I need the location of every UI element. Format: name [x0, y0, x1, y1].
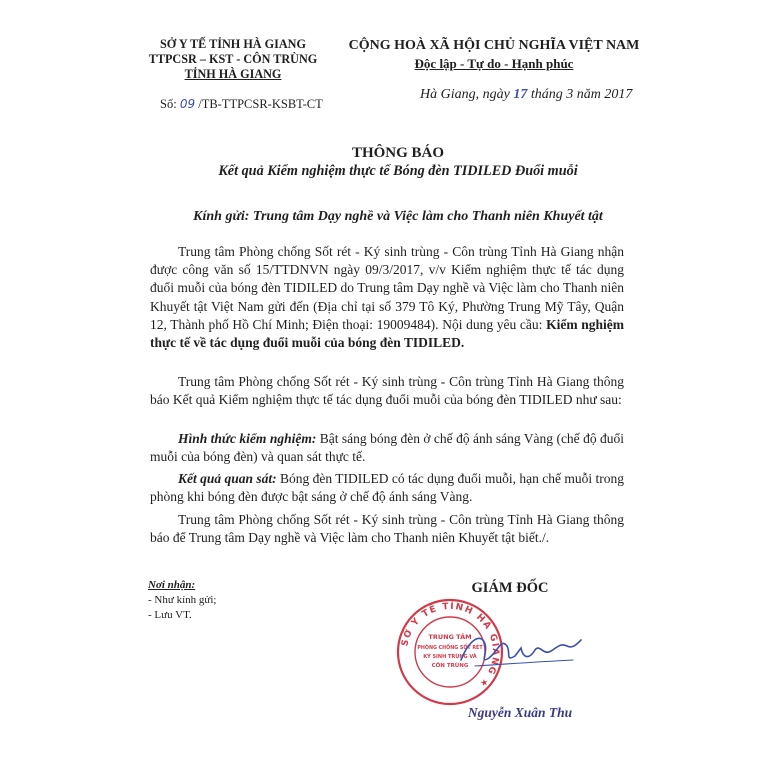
doc-number-handwritten: 09 [179, 97, 196, 111]
recipient-item: - Lưu VT. [148, 609, 192, 621]
signer-role: GIÁM ĐỐC [471, 580, 549, 596]
svg-text:KÝ SINH TRÙNG VÀ: KÝ SINH TRÙNG VÀ [423, 654, 477, 660]
agency-line-3: TỈNH HÀ GIANG [184, 67, 282, 81]
national-header [344, 37, 644, 73]
body-paragraph-1 [150, 243, 624, 352]
result-label: Kết quả quan sát: [178, 471, 277, 486]
svg-text:TRUNG TÂM: TRUNG TÂM [428, 633, 472, 641]
addressee-line: Kính gửi: Trung tâm Dạy nghề và Việc làm cho Thanh niên Khuyết tật [193, 209, 603, 224]
svg-text:CÔN TRÙNG: CÔN TRÙNG [431, 663, 469, 669]
national-motto: Độc lập - Tự do - Hạnh phúc [414, 56, 574, 71]
svg-text:SỞ Y TẾ TỈNH HÀ GIANG ★: SỞ Y TẾ TỈNH HÀ GIANG ★ [400, 601, 501, 690]
body-paragraph-3 [150, 430, 624, 466]
body-paragraph-5: Trung tâm Phòng chống Sốt rét - Ký sinh trùng - Côn trùng Tỉnh Hà Giang thông báo để Trung tâm Dạy nghề và Việc làm cho Thanh niên Khuyết tật biết./. [150, 512, 624, 546]
place-and-date [420, 87, 632, 103]
recipient-item: - Như kính gửi; [148, 594, 217, 606]
document-number [160, 97, 323, 112]
test-method-text: Bật sáng bóng đèn ở chế độ ánh sáng Vàng (chế độ đuổi muỗi của bóng đèn) và quan sát thực tế. [150, 431, 624, 465]
recipients-block [148, 578, 216, 623]
agency-line-1: SỞ Y TẾ TỈNH HÀ GIANG [160, 37, 306, 51]
date-day-handwritten: 17 [513, 87, 528, 102]
country-name: CỘNG HOÀ XÃ HỘI CHỦ NGHĨA VIỆT NAM [348, 38, 640, 53]
doc-number-label: Số: [160, 97, 177, 111]
place-date-suffix: tháng 3 năm 2017 [530, 87, 633, 102]
recipients-label: Nơi nhận: [148, 579, 196, 591]
document-title: THÔNG BÁO [351, 145, 445, 161]
issuing-agency-header [148, 37, 318, 82]
handwritten-signature [455, 620, 585, 680]
place-date-prefix: Hà Giang, ngày [420, 87, 510, 102]
result-text: Bóng đèn TIDILED có tác dụng đuổi muỗi, hạn chế muỗi trong phòng khi bóng đèn được bật sáng ở chế độ ánh sáng Vàng. [150, 471, 624, 505]
doc-number-suffix: /TB-TTPCSR-KSBT-CT [198, 97, 323, 111]
agency-line-2: TTPCSR – KST - CÔN TRÙNG [148, 52, 318, 66]
signer-name: Nguyễn Xuân Thu [467, 705, 573, 720]
p1-text: Trung tâm Phòng chống Sốt rét - Ký sinh trùng - Côn trùng Tỉnh Hà Giang nhận được công văn số 15/TTDNVN ngày 09/3/2017, v/v Kiểm nghiệm thực tế tác dụng đuổi muỗi của bóng đèn TIDILED do Trung tâm Dạy nghề và Việc làm cho Thanh niên Khuyết tật Việt Nam gửi đến (Địa chỉ tại số 379 Tô Ký, Phường Trung Mỹ Tây, Quận 12, Thành phố Hồ Chí Minh; Điện thoại: 19009484). Nội dung yêu cầu: [150, 244, 624, 332]
p1-bold-request: Kiểm nghiệm thực tế về tác dụng đuổi muỗi của bóng đèn TIDILED. [150, 316, 625, 351]
body-paragraph-2: Trung tâm Phòng chống Sốt rét - Ký sinh trùng - Côn trùng Tỉnh Hà Giang thông báo Kết quả Kiểm nghiệm thực tế tác dụng đuổi muỗi của bóng đèn TIDILED như sau: [150, 374, 624, 408]
document-subtitle: Kết quả Kiểm nghiệm thực tế Bóng đèn TIDILED Đuổi muỗi [218, 163, 578, 179]
svg-text:PHÒNG CHỐNG SỐT RÉT: PHÒNG CHỐNG SỐT RÉT [417, 646, 483, 651]
body-paragraph-4 [150, 470, 624, 506]
test-method-label: Hình thức kiểm nghiệm: [178, 431, 317, 446]
